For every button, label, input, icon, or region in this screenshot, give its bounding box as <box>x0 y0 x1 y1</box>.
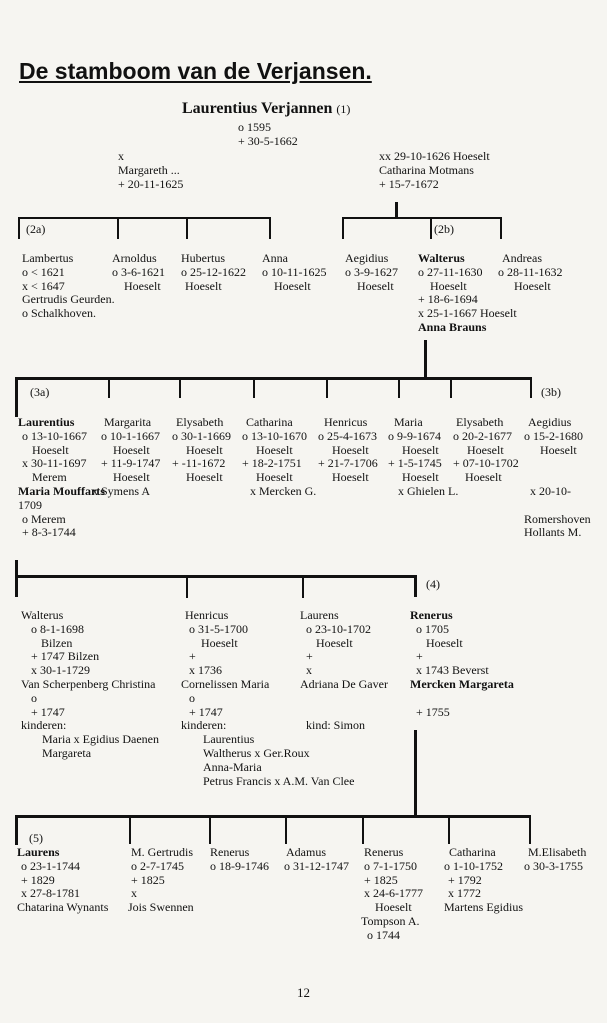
detail-line: Hoeselt <box>201 635 238 650</box>
detail-line: + 1755 <box>416 704 450 719</box>
detail-line: Hoeselt <box>426 635 463 650</box>
detail-line: Margareth ... <box>118 162 180 177</box>
connector-line <box>179 378 181 398</box>
detail-line: Jois Swennen <box>128 900 194 915</box>
connector-line <box>209 816 211 844</box>
person-name: Laurentius <box>18 415 75 429</box>
connector-line <box>269 217 271 239</box>
person-name: Lambertus <box>22 251 74 265</box>
connector-line <box>424 340 427 380</box>
child-name: Margareta <box>42 745 92 760</box>
detail-line: o 28-11-1632 <box>498 264 563 279</box>
connector-line <box>500 217 502 239</box>
connector-line <box>117 217 119 239</box>
detail-line: + 18-6-1694 <box>418 292 478 307</box>
detail-line: + <box>416 649 423 664</box>
detail-line: x <box>131 886 137 901</box>
detail-line: + 8-3-1744 <box>22 525 76 540</box>
detail-line: Hoeselt <box>32 442 69 457</box>
detail-line <box>410 692 514 706</box>
detail-line: Hoeselt <box>274 278 311 293</box>
generation-label: (5) <box>29 831 43 845</box>
person-name: Catharina <box>246 415 293 429</box>
connector-line <box>186 217 188 239</box>
person-name: Renerus <box>410 608 453 622</box>
detail-line: + -11-1672 <box>172 456 226 471</box>
person-name: Laurens <box>17 845 60 859</box>
detail-line: o 8-1-1698 <box>31 621 84 636</box>
detail-line: Adriana De Gaver <box>300 676 388 691</box>
detail-line: + 1829 <box>21 872 55 887</box>
generation-label: (2a) <box>26 222 46 236</box>
detail-line: Hoeselt <box>186 442 223 457</box>
connector-line <box>253 378 255 398</box>
detail-line <box>524 499 591 513</box>
detail-line: Hoeselt <box>375 900 412 915</box>
generation-label: (2b) <box>434 222 454 236</box>
detail-line: + 1747 <box>31 704 65 719</box>
spouse-name: Maria Mouffarts <box>18 483 105 498</box>
detail-line: + 21-7-1706 <box>318 456 378 471</box>
detail-line: Hoeselt <box>113 470 150 485</box>
detail-line: x Symens A <box>92 483 151 498</box>
detail-line <box>300 692 388 706</box>
detail-line: Hoeselt <box>256 470 293 485</box>
detail-line: o 7-1-1750 <box>364 858 417 873</box>
connector-line <box>15 377 532 380</box>
person-name: Elysabeth <box>456 415 504 429</box>
detail-line: Hoeselt <box>332 470 369 485</box>
detail-line: Hoeselt <box>185 278 222 293</box>
detail-line: Hoeselt <box>540 442 577 457</box>
generation-marker: (1) <box>336 102 351 116</box>
detail-line <box>300 706 388 720</box>
person-card <box>18 416 105 540</box>
detail-line: o Schalkhoven. <box>22 306 96 321</box>
generation-label: (3a) <box>30 385 50 399</box>
person-name: Catharina <box>449 845 496 859</box>
detail-line: + 1747 <box>189 704 223 719</box>
detail-line: x 27-8-1781 <box>21 886 80 901</box>
detail-line: Gertrudis Geurden. <box>22 292 115 307</box>
person-card <box>300 609 388 733</box>
detail-line: o 10-1-1667 <box>101 428 160 443</box>
child-name: Petrus Francis x A.M. Van Clee <box>203 773 355 788</box>
connector-line <box>15 377 18 417</box>
person-card <box>242 416 316 499</box>
person-name: Renerus <box>210 845 250 859</box>
connector-line <box>129 816 131 844</box>
person-name: Laurens <box>300 608 339 622</box>
detail-line: o 3-6-1621 <box>112 264 165 279</box>
first-marriage <box>118 150 183 191</box>
detail-line: o 1595 <box>238 120 271 134</box>
detail-line: kinderen: <box>181 718 227 733</box>
detail-line: o 31-12-1747 <box>284 858 349 873</box>
connector-line <box>529 816 531 844</box>
detail-line: + <box>306 649 313 664</box>
person-name: M.Elisabeth <box>528 845 587 859</box>
person-card <box>21 609 159 761</box>
detail-line: x 30-11-1697 <box>22 456 87 471</box>
detail-line: Romershoven <box>524 511 591 526</box>
connector-line <box>342 217 502 219</box>
connector-line <box>15 575 417 578</box>
detail-line: + 11-9-1747 <box>101 456 161 471</box>
detail-line: Hoeselt <box>186 470 223 485</box>
person-name: Anna <box>262 251 288 265</box>
detail-line: o 18-9-1746 <box>210 858 269 873</box>
progenitor-name <box>182 100 350 118</box>
detail-line: o 25-4-1673 <box>318 428 377 443</box>
person-name: Elysabeth <box>176 415 224 429</box>
person-card <box>388 416 458 499</box>
person-name: Aegidius <box>528 415 572 429</box>
detail-line: Tompson A. <box>361 913 420 928</box>
detail-line: + 18-2-1751 <box>242 456 302 471</box>
child-name: Anna-Maria <box>203 759 262 774</box>
progenitor-name-text: Laurentius Verjannen <box>182 100 333 117</box>
detail-line: Merem <box>32 470 67 485</box>
detail-line: x 30-1-1729 <box>31 663 90 678</box>
person-card <box>172 416 231 485</box>
detail-line: + 30-5-1662 <box>238 133 298 148</box>
detail-line: Martens Egidius <box>444 900 523 915</box>
detail-line: Hoeselt <box>467 442 504 457</box>
connector-line <box>448 816 450 844</box>
spouse-name: Mercken Margareta <box>410 676 514 691</box>
detail-line: x 24-6-1777 <box>364 886 423 901</box>
detail-line: + 1825 <box>364 872 398 887</box>
person-name: Henricus <box>185 608 229 622</box>
page-number: 12 <box>297 985 310 1000</box>
detail-line: Bilzen <box>41 635 73 650</box>
detail-line: o 20-2-1677 <box>453 428 512 443</box>
detail-line: x Ghielen L. <box>398 483 459 498</box>
connector-line <box>342 217 344 239</box>
connector-line <box>326 378 328 398</box>
detail-line: x < 1647 <box>22 278 65 293</box>
person-card <box>17 846 108 915</box>
detail-line: x 1736 <box>189 663 222 678</box>
detail-line: o 3-9-1627 <box>345 264 398 279</box>
detail-line: o 13-10-1670 <box>242 428 307 443</box>
connector-line <box>15 815 531 818</box>
person-card <box>112 252 165 293</box>
detail-line: + 1825 <box>131 872 165 887</box>
person-name: Andreas <box>502 251 542 265</box>
detail-line: Hoeselt <box>465 470 502 485</box>
person-name: M. Gertrudis <box>131 845 193 859</box>
connector-line <box>186 576 188 598</box>
detail-line: Van Scherpenberg Christina <box>21 676 156 691</box>
connector-line <box>285 816 287 844</box>
connector-line <box>18 217 271 219</box>
second-marriage <box>379 150 490 191</box>
detail-line: o 30-1-1669 <box>172 428 231 443</box>
detail-line: o 31-5-1700 <box>189 621 248 636</box>
person-card <box>524 846 586 874</box>
connector-line <box>395 202 398 218</box>
person-name: Arnoldus <box>112 251 157 265</box>
detail-line: kinderen: <box>21 718 67 733</box>
child-name: Laurentius <box>203 732 255 747</box>
detail-line: o 9-9-1674 <box>388 428 441 443</box>
detail-line: 1709 <box>18 497 42 512</box>
detail-line: Hoeselt <box>514 278 551 293</box>
detail-line: x Mercken G. <box>250 483 317 498</box>
person-card <box>262 252 327 293</box>
detail-line: o 30-3-1755 <box>524 858 583 873</box>
detail-line: x 25-1-1667 Hoeselt <box>418 306 517 321</box>
connector-line <box>398 378 400 398</box>
detail-line: o 23-1-1744 <box>21 858 80 873</box>
person-name: Maria <box>394 415 423 429</box>
detail-line: o 27-11-1630 <box>418 264 483 279</box>
detail-line: o < 1621 <box>22 264 65 279</box>
detail-line: + 07-10-1702 <box>453 456 519 471</box>
person-name: Walterus <box>418 251 465 265</box>
detail-line: + 1-5-1745 <box>388 456 442 471</box>
person-card <box>92 415 161 499</box>
connector-line <box>15 575 18 597</box>
detail-line: o <box>31 690 37 705</box>
detail-line: o 10-11-1625 <box>262 264 327 279</box>
person-card <box>524 416 591 540</box>
detail-line: x 1743 Beverst <box>416 663 489 678</box>
detail-line: o 13-10-1667 <box>22 428 87 443</box>
detail-line: + 1792 <box>448 872 482 887</box>
detail-line: o 23-10-1702 <box>306 621 371 636</box>
detail-line: o <box>189 690 195 705</box>
connector-line <box>414 730 417 817</box>
detail-line: o 1744 <box>367 927 400 942</box>
connector-line <box>362 816 364 844</box>
connector-line <box>450 378 452 398</box>
detail-line: + 20-11-1625 <box>118 176 184 191</box>
detail-line: Catharina Motmans <box>379 162 474 177</box>
person-card <box>444 846 523 915</box>
detail-line: Hollants M. <box>524 525 582 540</box>
detail-line <box>524 457 591 471</box>
spouse-name: Anna Brauns <box>418 319 487 334</box>
detail-line: x 20-10- <box>530 483 571 498</box>
person-card <box>210 846 269 874</box>
connector-line <box>530 378 532 398</box>
connector-line <box>18 217 20 239</box>
detail-line: xx 29-10-1626 Hoeselt <box>379 149 490 163</box>
child-name: Waltherus x Ger.Roux <box>203 745 310 760</box>
detail-line: o 25-12-1622 <box>181 264 246 279</box>
person-name: Aegidius <box>345 251 389 265</box>
person-name: Henricus <box>324 415 368 429</box>
connector-line <box>414 575 417 597</box>
person-name: Adamus <box>286 845 326 859</box>
person-name: Margarita <box>104 415 152 429</box>
child-name: Maria x Egidius Daenen <box>42 732 159 747</box>
generation-label: (3b) <box>541 385 561 399</box>
detail-line: Hoeselt <box>402 470 439 485</box>
person-name: Hubertus <box>181 251 225 265</box>
person-card <box>453 416 519 485</box>
page-title: De stamboom van de Verjansen. <box>19 58 372 84</box>
detail-line: Hoeselt <box>332 442 369 457</box>
detail-line: kind: Simon <box>306 718 366 733</box>
connector-line <box>108 378 110 398</box>
detail-line: Chatarina Wynants <box>17 900 109 915</box>
person-name: Renerus <box>364 845 404 859</box>
detail-line: o 1-10-1752 <box>444 858 503 873</box>
person-name: Walterus <box>21 608 64 622</box>
detail-line: + <box>189 649 196 664</box>
person-card <box>410 609 514 719</box>
detail-line: Cornelissen Maria <box>181 676 270 691</box>
detail-line: x 1772 <box>448 886 481 901</box>
detail-line: o 15-2-1680 <box>524 428 583 443</box>
generation-label: (4) <box>426 577 440 591</box>
detail-line: Hoeselt <box>357 278 394 293</box>
detail-line: Hoeselt <box>124 278 161 293</box>
person-card <box>181 252 246 293</box>
detail-line: o Merem <box>22 511 66 526</box>
detail-line: Hoeselt <box>316 635 353 650</box>
person-card <box>284 846 349 874</box>
connector-line <box>15 815 18 845</box>
detail-line: Hoeselt <box>402 442 439 457</box>
detail-line: x <box>306 663 312 678</box>
detail-line <box>524 471 591 485</box>
detail-line: o 2-7-1745 <box>131 858 184 873</box>
detail-line: + 15-7-1672 <box>379 176 439 191</box>
detail-line: Hoeselt <box>113 442 150 457</box>
detail-line: Hoeselt <box>430 278 467 293</box>
person-card <box>498 252 563 293</box>
detail-line: + 1747 Bilzen <box>31 649 100 664</box>
connector-line <box>302 576 304 598</box>
person-card <box>22 252 115 321</box>
detail-line: o 1705 <box>416 621 449 636</box>
person-card <box>345 252 398 293</box>
progenitor-details <box>238 121 298 149</box>
person-card <box>318 416 378 485</box>
person-card <box>128 846 194 915</box>
person-card <box>361 846 423 943</box>
detail-line: x <box>118 149 124 163</box>
detail-line: Hoeselt <box>256 442 293 457</box>
